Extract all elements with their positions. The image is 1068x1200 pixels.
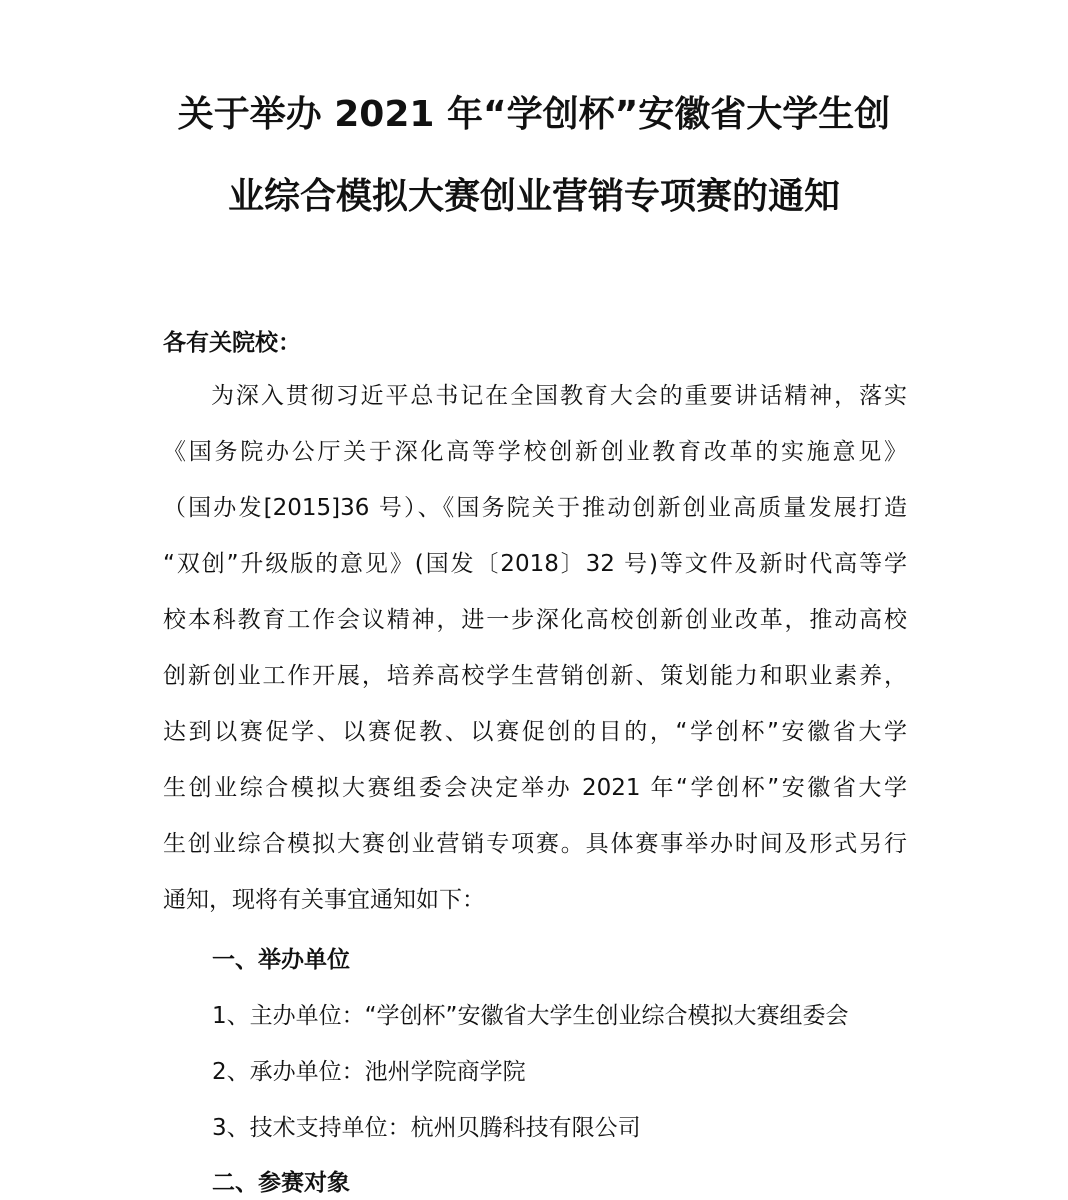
intro-line: 校本科教育工作会议精神，进一步深化高校创新创业改革，推动高校 xyxy=(163,607,907,633)
salutation: 各有关院校： xyxy=(163,330,301,356)
intro-line: 生创业综合模拟大赛组委会决定举办 2021 年“学创杯”安徽省大学 xyxy=(163,775,907,801)
intro-line: 创新创业工作开展，培养高校学生营销创新、策划能力和职业素养， xyxy=(163,663,907,689)
organizer-item: 3、技术支持单位：杭州贝腾科技有限公司 xyxy=(212,1115,641,1141)
document-title-line-2: 业综合模拟大赛创业营销专项赛的通知 xyxy=(227,176,840,217)
intro-line: “双创”升级版的意见》(国发〔2018〕32 号)等文件及新时代高等学 xyxy=(163,551,907,577)
section-heading-participants: 二、参赛对象 xyxy=(212,1170,350,1196)
intro-line: 达到以赛促学、以赛促教、以赛促创的目的，“学创杯”安徽省大学 xyxy=(163,719,907,745)
organizer-item: 1、主办单位：“学创杯”安徽省大学生创业综合模拟大赛组委会 xyxy=(212,1003,849,1029)
intro-line: 《国务院办公厅关于深化高等学校创新创业教育改革的实施意见》 xyxy=(163,439,907,465)
section-heading-organizers: 一、举办单位 xyxy=(212,947,350,973)
intro-line: （国办发[2015]36 号）、《国务院关于推动创新创业高质量发展打造 xyxy=(163,495,907,521)
intro-line: 通知，现将有关事宜通知如下： xyxy=(163,887,485,913)
intro-line: 生创业综合模拟大赛创业营销专项赛。具体赛事举办时间及形式另行 xyxy=(163,831,907,857)
intro-line: 为深入贯彻习近平总书记在全国教育大会的重要讲话精神，落实 xyxy=(211,383,907,409)
organizer-item: 2、承办单位：池州学院商学院 xyxy=(212,1059,526,1085)
document-title-line-1: 关于举办 2021 年“学创杯”安徽省大学生创 xyxy=(177,94,891,135)
intro-paragraph xyxy=(163,368,907,928)
